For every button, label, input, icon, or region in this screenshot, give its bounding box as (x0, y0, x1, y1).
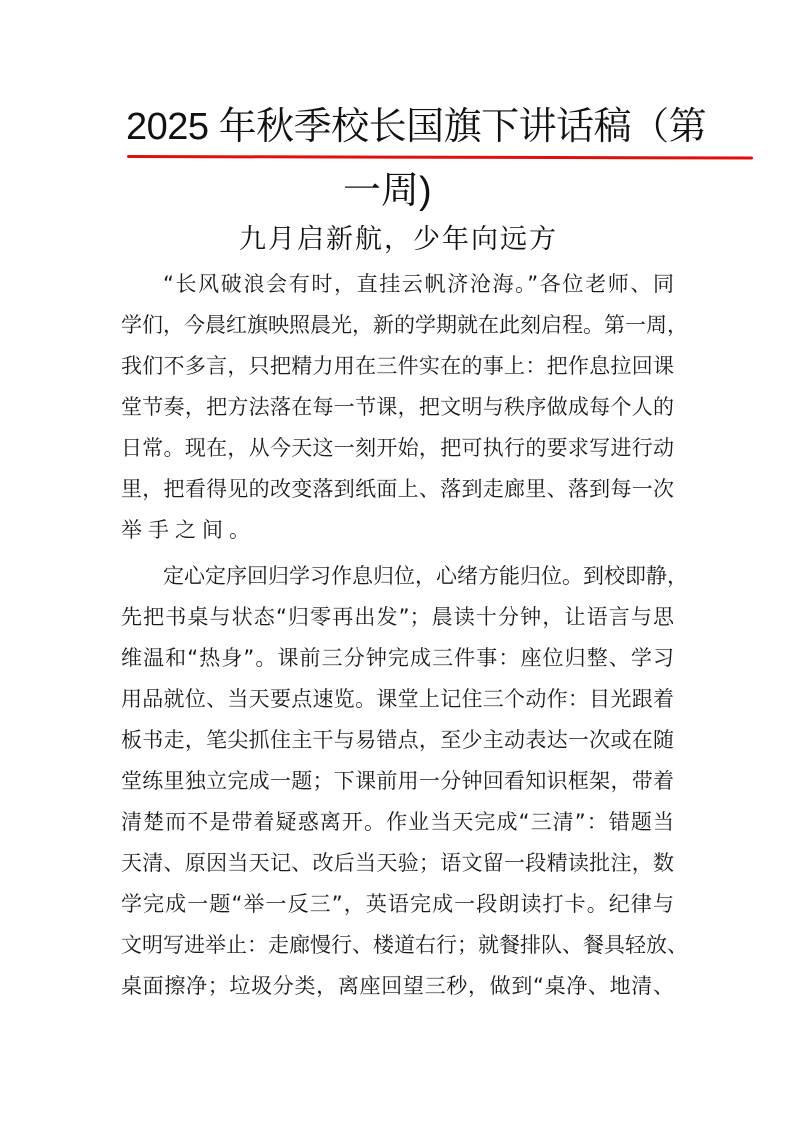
paragraph-line: 举手之间。 (121, 518, 256, 542)
paragraph-line: 用品就位、当天要点速览。课堂上记住三个动作：目光跟着 (121, 687, 674, 711)
paragraph-line: 学完成一题“举一反三”，英语完成一段朗读打卡。纪律与 (121, 892, 674, 916)
paragraph-line: 我们不多言，只把精力用在三件实在的事上：把作息拉回课 (121, 354, 674, 378)
paragraph-line: 学们，今晨红旗映照晨光，新的学期就在此刻启程。第一周， (121, 313, 688, 337)
paragraph-line: 清楚而不是带着疑惑离开。作业当天完成“三清”：错题当 (121, 810, 674, 834)
document-subtitle: 九月启新航，少年向远方 (239, 224, 558, 255)
paragraph-line: 天清、原因当天记、改后当天验；语文留一段精读批注，数 (121, 851, 674, 875)
paragraph-line: “长风破浪会有时，直挂云帆济沧海。”各位老师、同 (163, 272, 674, 296)
paragraph-line: 堂练里独立完成一题；下课前用一分钟回看知识框架，带着 (121, 769, 674, 793)
document-title-line-2: 一周) (343, 170, 432, 212)
paragraph-line: 里，把看得见的改变落到纸面上、落到走廊里、落到每一次 (121, 477, 674, 501)
paragraph-line: 桌面擦净；垃圾分类，离座回望三秒，做到“桌净、地清、 (121, 974, 674, 998)
paragraph-line: 日常。现在，从今天这一刻开始，把可执行的要求写进行动 (121, 436, 674, 460)
title-red-underline (127, 155, 753, 160)
paragraph-line: 先把书桌与状态“归零再出发”；晨读十分钟，让语言与思 (121, 605, 674, 629)
paragraph-line: 堂节奏，把方法落在每一节课，把文明与秩序做成每个人的 (121, 395, 674, 419)
document-title-line-1: 2025 年秋季校长国旗下讲话稿（第 (126, 106, 707, 148)
paragraph-line: 维温和“热身”。课前三分钟完成三件事：座位归整、学习 (121, 646, 674, 670)
paragraph-line: 定心定序回归学习作息归位，心绪方能归位。到校即静， (163, 564, 688, 588)
paragraph-line: 文明写进举止：走廊慢行、楼道右行；就餐排队、餐具轻放、 (121, 933, 688, 957)
paragraph-line: 板书走，笔尖抓住主干与易错点，至少主动表达一次或在随 (121, 728, 674, 752)
